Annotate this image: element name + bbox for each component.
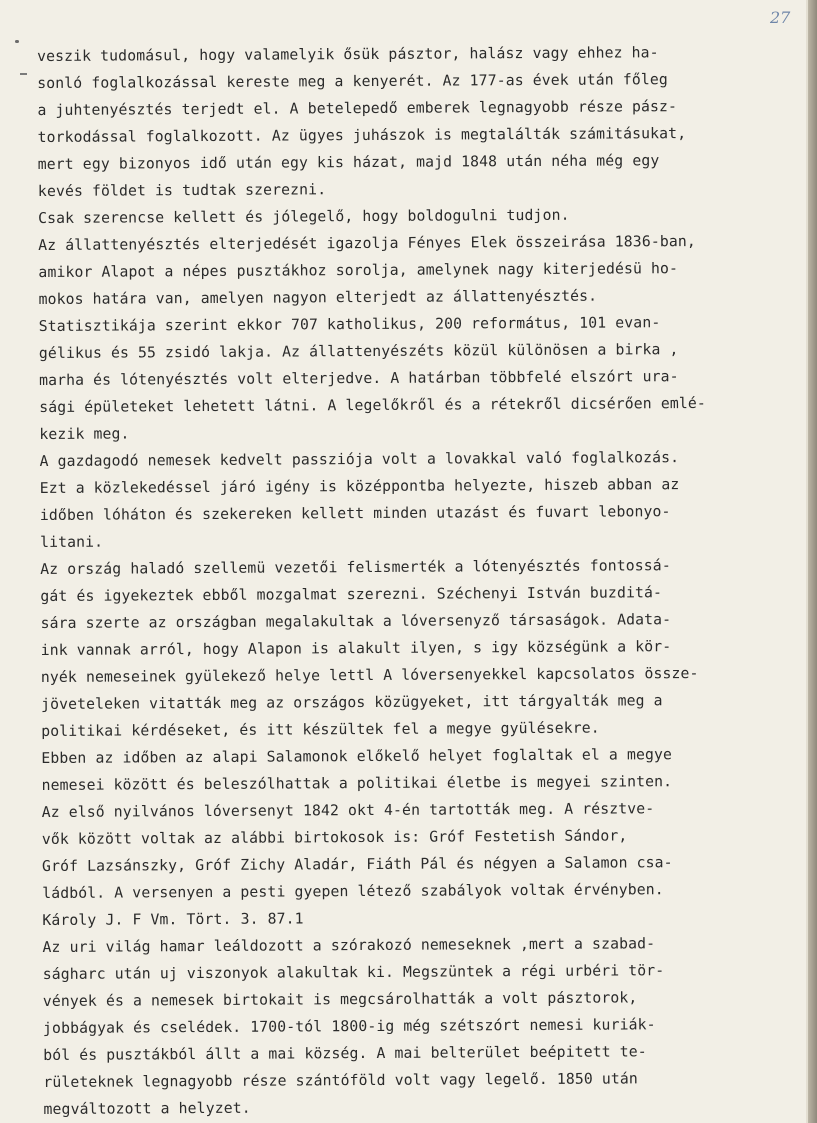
page-edge-shadow (808, 0, 817, 1123)
text-line: időben lóháton és szekereken kellett minden utazást és fuvart lebonyo- (39, 503, 671, 524)
page-number: 27 (770, 8, 791, 27)
text-line: marha és lótenyésztés volt elterjedve. A határban többfelé elszórt ura- (39, 368, 679, 389)
text-line: Károly J. F Vm. Tört. 3. 87.1 (42, 910, 304, 929)
text-line: ságharc után uj viszonyok alakultak ki. Megszüntek a régi urbéri tör- (42, 962, 665, 983)
punch-mark (15, 40, 19, 43)
text-line: litani. (39, 533, 104, 551)
text-line: gát és igyekeztek ebből mozgalmat szerezni. Széchenyi István buzditá- (40, 584, 663, 605)
text-line: ink vannak arról, hogy Alapon is alakult ilyen, s igy községünk a kör- (40, 638, 672, 659)
text-line: nemesei között és beleszólhattak a politikai életbe is megyei szinten. (41, 773, 673, 794)
text-line: Az első nyilvános lóversenyt 1842 okt 4-én tartották meg. A résztve- (41, 800, 655, 821)
text-line: Ezt a közlekedéssel járó igény is középpontba helyezte, hiszeb abban az (39, 476, 680, 497)
text-line: jobbágyak és cselédek. 1700-tól 1800-ig még szétszórt nemesi kuriák- (42, 1016, 656, 1037)
text-line: a juhtenyésztés terjedt el. A betelepedő emberek legnagyobb része pász- (37, 98, 678, 119)
text-line: veszik tudomásul, hogy valamelyik ősük pásztor, halász vagy ehhez ha- (37, 44, 659, 65)
text-line: sára szerte az országban megalakultak a lóversenyző társaságok. Adata- (40, 611, 672, 632)
text-line: torkodással foglalkozott. Az ügyes juhászok is megtalálták számitásukat, (37, 125, 687, 146)
text-line: gélikus és 55 zsidó lakja. Az állattenyészéts közül különösen a birka , (38, 341, 679, 362)
text-line: mert egy bizonyos idő után egy kis házat, majd 1848 után néha még egy (37, 152, 660, 173)
text-line: Az ország haladó szellemü vezetői felismerték a lótenyésztés fontossá- (40, 557, 671, 578)
text-line: vők között voltak az alábbi birtokosok is: Gróf Festetish Sándor, (41, 827, 628, 848)
text-line: vények és a nemesek birtokait is megcsárolhatták a volt pásztorok, (42, 989, 638, 1010)
text-line: Gróf Lazsánszky, Gróf Zichy Aladár, Fiáth Pál és négyen a Salamon csa- (41, 854, 673, 875)
text-line: kevés földet is tudtak szerezni. (37, 181, 327, 200)
text-line: kezik meg. (39, 425, 130, 443)
text-line: politikai kérdéseket, és itt készültek fel a megye gyülésekre. (41, 719, 600, 740)
text-line: ból és pusztákból állt a mai község. A mai belterület beépitett te- (43, 1043, 647, 1064)
text-line: Az uri világ hamar leáldozott a szórakozó nemeseknek ,mert a szabad- (42, 935, 656, 956)
text-line: sonló foglalkozással kereste meg a kenyerét. Az 177-as évek után főleg (37, 71, 668, 92)
text-line: A gazdagodó nemesek kedvelt passziója volt a lovakkal való foglalkozás. (39, 449, 680, 470)
text-line: mokos határa van, amelyen nagyon elterjedt az állattenyésztés. (38, 287, 598, 308)
margin-dash-mark (20, 73, 27, 75)
text-line: amikor Alapot a népes pusztákhoz sorolja, amelynek nagy kiterjedésü ho- (38, 260, 679, 281)
text-line: megváltozott a helyzet. (43, 1099, 251, 1118)
text-line: jöveteleken vitatták meg az országos közügyeket, itt tárgyalták meg a (40, 692, 663, 713)
text-line: sági épületeket lehetett látni. A legelőkről és a rétekről dicsérően emlé- (39, 394, 706, 416)
text-line: nyék nemeseinek gyülekező helye lettl A lóversenyekkel kapcsolatos össze- (40, 664, 699, 686)
text-line: rületeknek legnagyobb része szántóföld volt vagy legelő. 1850 után (43, 1070, 638, 1091)
text-line: Az állattenyésztés elterjedését igazolja Fényes Elek összeirása 1836-ban, (38, 232, 696, 254)
text-line: Csak szerencse kellett és jólegelő, hogy boldogulni tudjon. (38, 206, 570, 227)
text-line: Statisztikája szerint ekkor 707 katholikus, 200 református, 101 evan- (38, 314, 661, 335)
typewritten-text-block (37, 38, 786, 1123)
text-line: Ebben az időben az alapi Salamonok előkelő helyet foglaltak el a megye (41, 746, 673, 767)
text-line: ládból. A versenyen a pesti gyepen létező szabályok voltak érvényben. (42, 881, 664, 902)
